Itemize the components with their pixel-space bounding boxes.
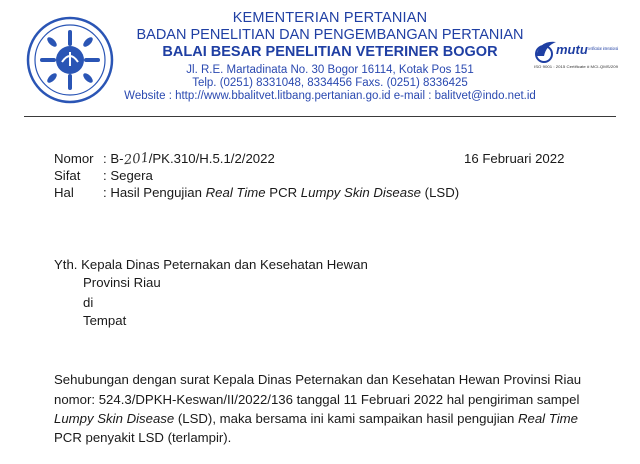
nomor-prefix: : B- [103,151,124,166]
recipient-line-3: di [83,295,94,310]
body-line-3-a: Lumpy Skin Disease [54,411,175,426]
nomor-label: Nomor [54,151,94,166]
hal-part-e: (LSD) [421,185,460,200]
recipient-line-1: Yth. Kepala Dinas Peternakan dan Kesehatan Hewan [54,257,368,272]
cert-logo-iso: ISO 9001 : 2015 Certificate # MCI-QMS/209 [534,65,618,69]
institute-phone: Telp. (0251) 8331048, 8334456 Faxs. (0251) 8336425 [192,77,468,89]
hal-part-b: Real Time [205,185,266,200]
cert-logo-text: mutu [556,42,588,57]
hal-label: Hal [54,185,74,200]
recipient-line-2: Provinsi Riau [83,275,161,290]
recipient-line-4: Tempat [83,313,127,328]
sifat-value: : Segera [103,168,153,183]
letterhead-divider [24,116,616,117]
nomor-handwritten: 201 [122,150,150,169]
hal-part-d: Lumpy Skin Disease [300,185,422,200]
body-line-3 [54,411,594,426]
certification-logo-icon [530,34,620,74]
hal-part-c: PCR [265,185,301,200]
ministry-name: KEMENTERIAN PERTANIAN [232,10,428,26]
body-line-3-c: Real Time [517,411,578,426]
nomor-suffix: /PK.310/H.5.1/2/2022 [148,151,275,166]
body-line-1: Sehubungan dengan surat Kepala Dinas Peternakan dan Kesehatan Hewan Provinsi Riau [54,372,582,387]
institute-name: BALAI BESAR PENELITIAN VETERINER BOGOR [162,44,498,60]
letterhead [0,0,640,130]
letter-date: 16 Februari 2022 [464,151,565,166]
institute-website-email: Website : http://www.bbalitvet.litbang.pertanian.go.id e-mail : balitvet@indo.net.id [124,90,536,102]
sifat-label: Sifat [54,168,81,183]
agency-name: BADAN PENELITIAN DAN PENGEMBANGAN PERTANIAN [136,27,524,43]
cert-logo-sub: certification international [588,46,618,51]
institute-address: Jl. R.E. Martadinata No. 30 Bogor 16114, Kotak Pos 151 [186,64,474,76]
nomor-value [103,151,275,167]
hal-value [103,185,459,200]
hal-part-a: : Hasil Pengujian [103,185,206,200]
body-line-4: PCR penyakit LSD (terlampir). [54,430,232,445]
body-line-3-b: (LSD), maka bersama ini kami sampaikan hasil pengujian [174,411,518,426]
body-line-2: nomor: 524.3/DPKH-Keswan/II/2022/136 tanggal 11 Februari 2022 hal pengiriman sampel [54,392,580,407]
